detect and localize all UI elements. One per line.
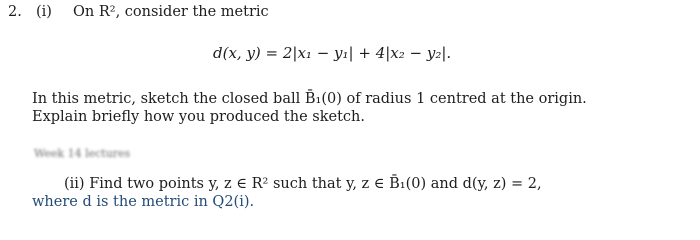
part-ii-question-line: (ii) Find two points y, z ∈ R² such that y, z ∈ B̄₁(0) and d(y, z) = 2, [64, 176, 542, 192]
explain-instruction-line: Explain briefly how you produced the sketch. [32, 109, 365, 125]
part-ii-continuation-line: where d is the metric in Q2(i). [32, 194, 255, 210]
obscured-text: Week 14 lectures [34, 147, 131, 160]
question-intro-text: On R², consider the metric [73, 4, 269, 20]
question-number: 2. [8, 4, 22, 20]
part-i-label: (i) [36, 4, 52, 20]
sketch-instruction-line: In this metric, sketch the closed ball B̄₁(0) of radius 1 centred at the origin. [32, 91, 587, 107]
metric-formula: d(x, y) = 2|x₁ − y₁| + 4|x₂ − y₂|. [213, 44, 452, 62]
question-header-line [8, 3, 269, 21]
